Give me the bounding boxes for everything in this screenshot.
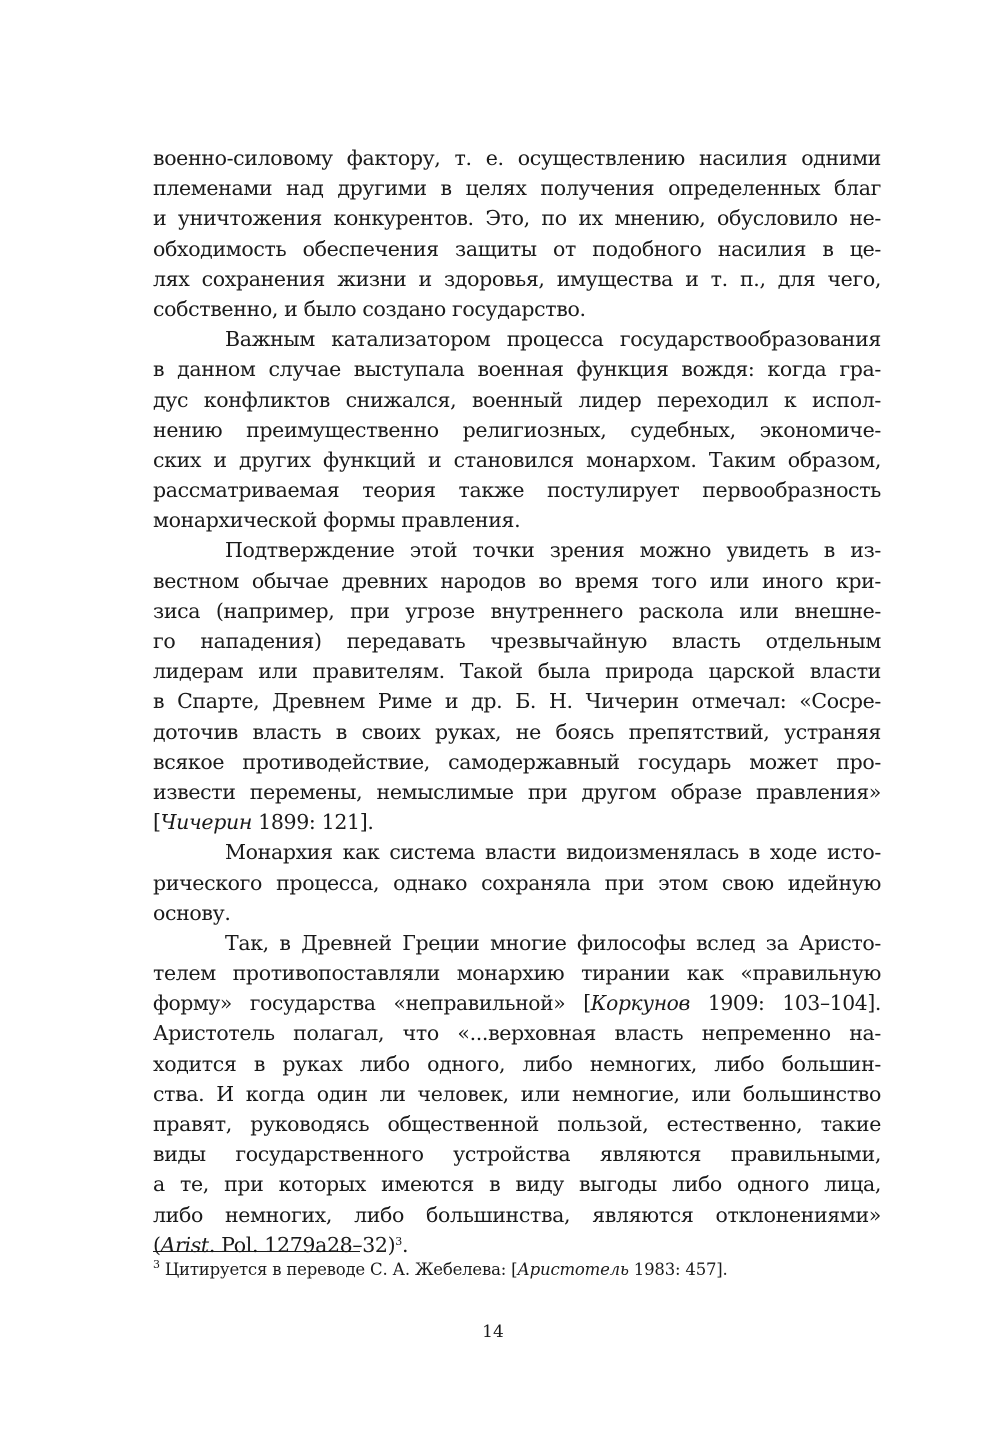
body-text: [153, 143, 881, 1260]
citation-ref: . Pol. 1279a28–32): [208, 1232, 396, 1257]
citation-author: Коркунов: [590, 991, 690, 1016]
text-line-citation: [153, 1230, 881, 1260]
text-line: лях сохранения жизни и здоровья, имущества и т. п., для чего,: [153, 266, 881, 291]
text-line: Монархия как система власти видоизменялась в ходе исто-: [225, 840, 881, 865]
text-line: телем противопоставляли монархию тирании как «правильную: [153, 961, 881, 986]
text-line: рассматриваемая теория также постулирует первообразность: [153, 478, 881, 503]
text-line: племенами над другими в целях получения определенных благ: [153, 176, 881, 201]
text-line: доточив власть в своих руках, не боясь препятствий, устраняя: [153, 719, 881, 744]
text-line: извести перемены, немыслимые при другом образе правления»: [153, 779, 881, 804]
text-line: зиса (например, при угрозе внутреннего раскола или внешне-: [153, 598, 881, 623]
citation-ref: 1899: 121].: [251, 810, 374, 835]
text-line: монархической формы правления.: [153, 508, 521, 533]
footnote-divider: [153, 1251, 360, 1252]
footnote-number: 3: [153, 1258, 160, 1271]
text-line: ства. И когда один ли человек, или немногие, или большинство: [153, 1081, 881, 1106]
text-line: военно-силовому фактору, т. е. осуществлению насилия одними: [153, 146, 881, 170]
footnote: [153, 1258, 881, 1282]
paren-open: (: [153, 1232, 161, 1257]
text-line: Подтверждение этой точки зрения можно увидеть в из-: [225, 538, 881, 563]
footnote-marker[interactable]: 3: [395, 1234, 402, 1248]
text-line: го нападения) передавать чрезвычайную власть отдельным: [153, 629, 881, 653]
text-line: лидерам или правителям. Такой была природа царской власти: [153, 659, 881, 684]
text-line: либо немногих, либо большинства, являются отклонениями»: [153, 1202, 881, 1227]
text-line: а те, при которых имеются в виду выгоды либо одного лица,: [153, 1172, 881, 1197]
text-line: правят, руководясь общественной пользой, естественно, такие: [153, 1112, 881, 1136]
text-line: Важным катализатором процесса государствообразования: [225, 327, 881, 352]
text-line: рического процесса, однако сохраняла при этом свою идейную: [153, 870, 881, 895]
text-line: и уничтожения конкурентов. Это, по их мнению, обусловило не-: [153, 206, 881, 231]
text-line: обходимость обеспечения защиты от подобного насилия в це-: [153, 236, 881, 261]
text-line: в Спарте, Древнем Риме и др. Б. Н. Чичерин отмечал: «Сосре-: [153, 689, 881, 714]
text-fragment: форму» государства «неправильной» [: [153, 991, 591, 1016]
footnote-text: Цитируется в переводе С. А. Жебелева: [: [159, 1260, 518, 1279]
footnote-ref: 1983: 457].: [628, 1260, 728, 1279]
sentence-end: .: [401, 1232, 409, 1257]
text-line-citation: [153, 988, 881, 1018]
text-line: дус конфликтов снижался, военный лидер переходил к испол-: [153, 387, 881, 412]
text-line: виды государственного устройства являются правильными,: [153, 1142, 881, 1167]
text-line: Аристотель полагал, что «...верховная власть непременно на-: [153, 1021, 881, 1046]
citation-ref: 1909: 103–104].: [689, 991, 881, 1016]
text-line: всякое противодействие, самодержавный государь может про-: [153, 749, 881, 774]
bracket-open: [: [153, 810, 161, 835]
citation-author: Чичерин: [160, 810, 252, 835]
text-line: Так, в Древней Греции многие философы вслед за Аристо-: [225, 930, 881, 955]
text-line: основу.: [153, 900, 231, 925]
text-line: ходится в руках либо одного, либо немногих, либо большин-: [153, 1051, 881, 1076]
text-line: собственно, и было создано государство.: [153, 296, 586, 321]
text-line: ских и других функций и становился монархом. Таким образом,: [153, 447, 881, 472]
text-line: в данном случае выступала военная функция вождя: когда гра-: [153, 357, 881, 382]
text-line: нению преимущественно религиозных, судебных, экономиче-: [153, 417, 881, 442]
text-line: вестном обычае древних народов во время того или иного кри-: [153, 568, 881, 593]
text-line-citation: [153, 807, 881, 837]
footnote-author: Аристотель: [517, 1260, 629, 1279]
page-number: 14: [482, 1322, 504, 1342]
citation-author: Arist: [160, 1232, 209, 1257]
